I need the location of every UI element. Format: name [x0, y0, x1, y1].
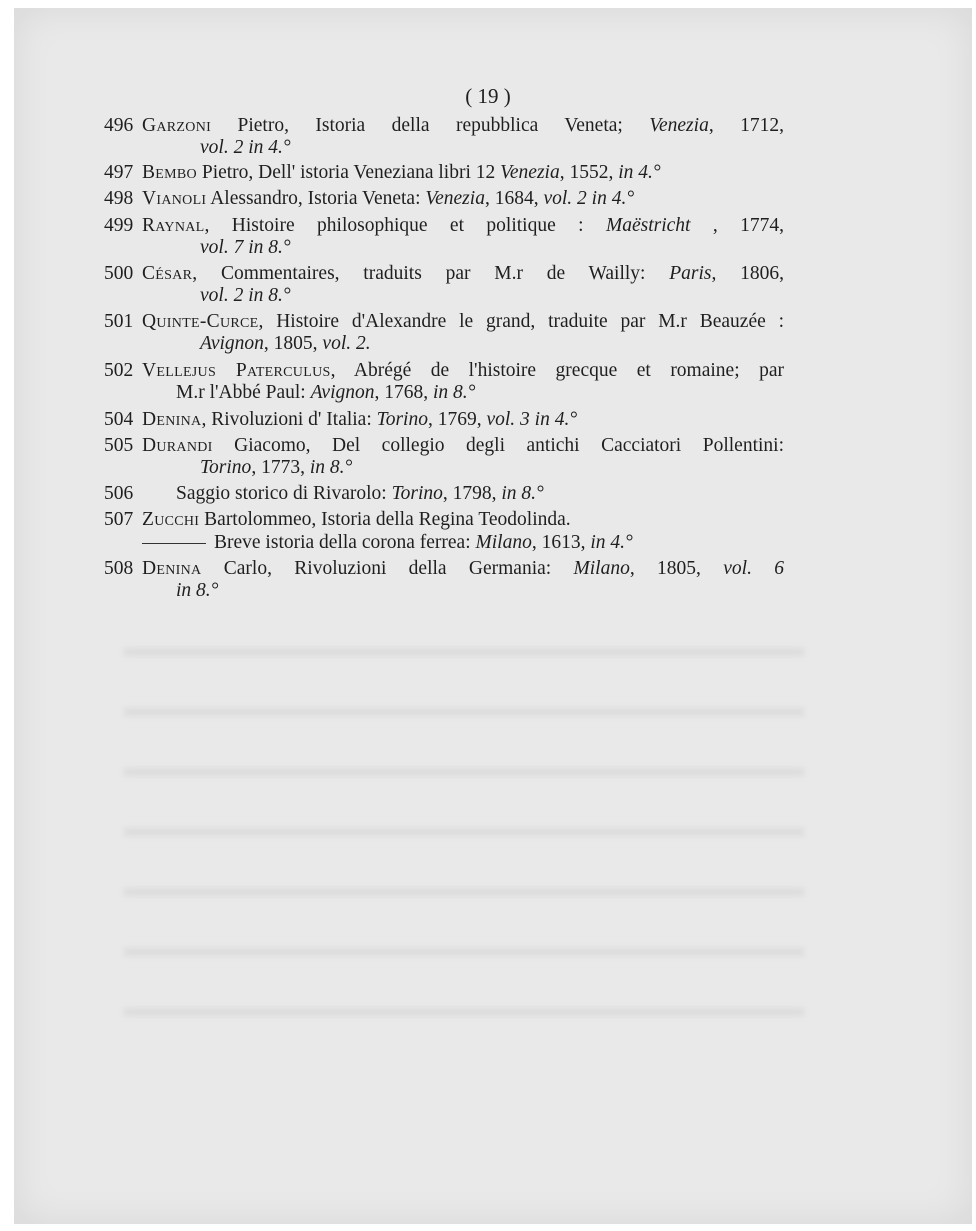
- entry-number: 505: [104, 435, 134, 456]
- entry-number: 508: [104, 558, 134, 579]
- entry-number: 497: [104, 162, 134, 183]
- place: Venezia: [500, 162, 560, 183]
- entry-number: 499: [104, 215, 134, 236]
- format: in 8.°: [433, 382, 476, 403]
- bleed-through-line: [124, 648, 804, 656]
- entry-number: 504: [104, 409, 134, 430]
- place: Paris: [669, 263, 712, 284]
- place: Torino: [376, 409, 428, 430]
- author: César: [142, 263, 193, 284]
- author: Zucchi: [142, 509, 200, 530]
- entry-502: 502 Vellejus Paterculus, Abrégé de l'histoire grecque et romaine; par M.r l'Abbé Paul: Avignon, 1768, in 8.°: [104, 360, 785, 403]
- bleed-through-line: [124, 1008, 804, 1016]
- entry-number: 501: [104, 311, 134, 332]
- place: Avignon: [310, 382, 375, 403]
- author: Raynal: [142, 215, 205, 236]
- format: in 8.°: [176, 580, 219, 601]
- entry-number: 496: [104, 115, 134, 136]
- entry-number: 506: [104, 483, 134, 504]
- entry-498: 498 Vianoli Alessandro, Istoria Veneta: Venezia, 1684, vol. 2 in 4.°: [104, 188, 635, 209]
- volume-info: vol. 2 in 8.°: [200, 285, 291, 306]
- author: Denina: [142, 409, 202, 430]
- bleed-through-line: [124, 888, 804, 896]
- bleed-through-line: [124, 948, 804, 956]
- entry-506: 506 Saggio storico di Rivarolo: Torino, 1798, in 8.°: [104, 483, 544, 504]
- format: in 4.°: [618, 162, 661, 183]
- place: Torino: [200, 457, 252, 478]
- place: Venezia: [649, 115, 709, 136]
- author: Vianoli: [142, 188, 207, 209]
- entry-504: 504 Denina, Rivoluzioni d' Italia: Torino, 1769, vol. 3 in 4.°: [104, 409, 578, 430]
- place: Milano: [475, 532, 532, 553]
- author: Bembo: [142, 162, 197, 183]
- entry-501: 501 Quinte-Curce, Histoire d'Alexandre le grand, traduite par M.r Beauzée : Avignon, 1805, vol. 2.: [104, 311, 784, 354]
- author: Quinte-Curce: [142, 311, 259, 332]
- volume-info: vol. 2 in 4.°: [543, 188, 635, 209]
- format: in 8.°: [309, 457, 353, 478]
- entry-number: 507: [104, 509, 134, 530]
- bleed-through-line: [124, 828, 804, 836]
- place: Milano: [573, 558, 630, 579]
- entry-507: 507 Zucchi Bartolommeo, Istoria della Regina Teodolinda.: [104, 509, 571, 530]
- entry-499: 499 Raynal, Histoire philosophique et politique : Maëstricht , 1774, vol. 7 in 8.°: [104, 215, 784, 258]
- author: Durandi: [142, 435, 213, 456]
- entry-508: 508 Denina Carlo, Rivoluzioni della Germania: Milano, 1805, vol. 6 in 8.°: [104, 558, 785, 601]
- place: Torino: [391, 483, 443, 504]
- entry-497: 497 Bembo Pietro, Dell' istoria Veneziana libri 12 Venezia, 1552, in 4.°: [104, 162, 661, 183]
- entry-number: 500: [104, 263, 134, 284]
- author: Vellejus Paterculus: [142, 360, 331, 381]
- volume-info: vol. 2.: [322, 333, 371, 354]
- volume-info: vol. 3 in 4.°: [486, 409, 578, 430]
- entry-507-sub: Breve istoria della corona ferrea: Milano, 1613, in 4.°: [142, 532, 762, 554]
- entry-number: 498: [104, 188, 134, 209]
- volume-info: vol. 6: [723, 558, 785, 579]
- volume-info: vol. 2 in 4.°: [200, 137, 291, 158]
- ditto-dash: [142, 543, 206, 544]
- format: in 8.°: [501, 483, 544, 504]
- bleed-through-line: [124, 708, 804, 716]
- entry-500: 500 César, Commentaires, traduits par M.r de Wailly: Paris, 1806, vol. 2 in 8.°: [104, 263, 785, 306]
- author: Garzoni: [142, 115, 212, 136]
- entry-496: 496 Garzoni Pietro, Istoria della repubblica Veneta; Venezia, 1712, vol. 2 in 4.°: [104, 115, 785, 158]
- place: Maëstricht: [605, 215, 691, 236]
- place: Venezia: [425, 188, 485, 209]
- entry-number: 502: [104, 360, 134, 381]
- author: Denina: [142, 558, 202, 579]
- place: Avignon: [200, 333, 264, 354]
- format: in 4.°: [590, 532, 633, 553]
- entry-505: 505 Durandi Giacomo, Del collegio degli antichi Cacciatori Pollentini: Torino, 1773, in 8.°: [104, 435, 784, 478]
- page-number: ( 19 ): [465, 84, 511, 108]
- bleed-through-line: [124, 768, 804, 776]
- volume-info: vol. 7 in 8.°: [200, 237, 291, 258]
